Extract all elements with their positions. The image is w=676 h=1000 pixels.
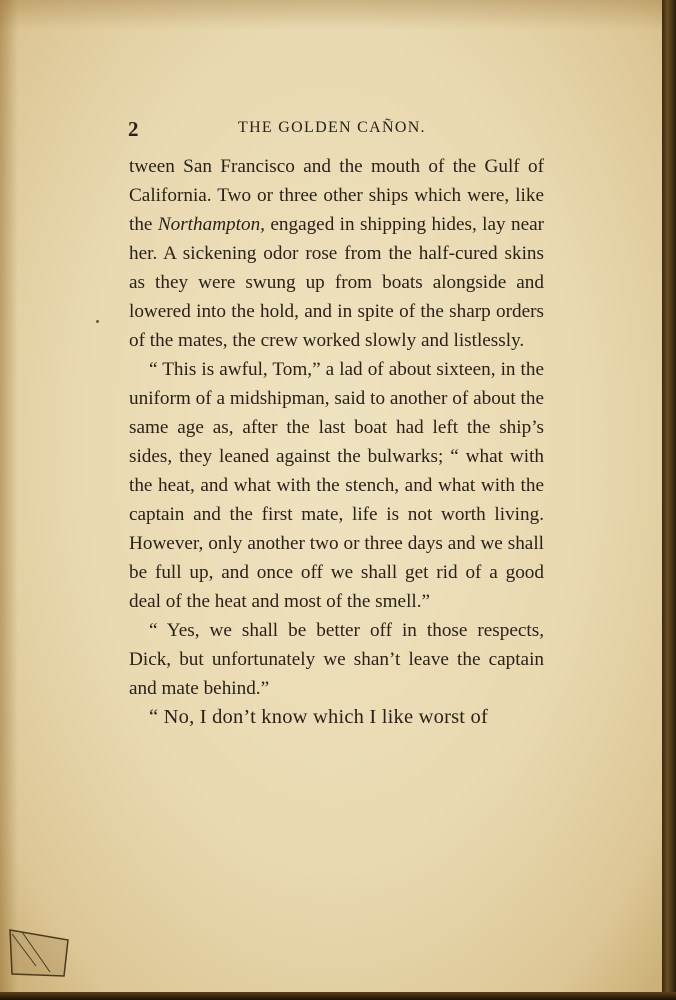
body-text [129, 152, 544, 732]
ship-name-italic: Northampton, [157, 214, 265, 235]
page-header [128, 115, 548, 141]
paragraph-1-text-end: engaged in shipping hides, lay near her. A sickening odor rose from the half-cured skins as they were swung up from boats alongside and lowered into the hold, and in spite of the sharp orders of the mates, the crew worked slowly and listlessly. [129, 214, 544, 351]
page-stain-top [0, 0, 664, 30]
paragraph-4: “ No, I don’t know which I like worst of [149, 706, 488, 728]
corner-fold-mark [6, 926, 72, 978]
ink-speck [96, 320, 99, 323]
paragraph-2: “ This is awful, Tom,” a lad of about sixteen, in the uniform of a midshipman, said to another of about the same age as, after the last boat had left the ship’s sides, they leaned against the bulwarks; “ what with the heat, and what with the stench, and what with the captain and the first mate, life is not worth living. However, only another two or three days and we shall be full up, and once off we shall get rid of a good deal of the heat and most of the smell.” [129, 359, 544, 612]
running-title: THE GOLDEN CAÑON. [238, 119, 426, 136]
page-stain-left [0, 0, 18, 992]
paragraph-1-text-start: tween San Francisco and the mouth of the Gulf of California. Two or three other ships which were, like the [129, 156, 544, 235]
book-right-edge [662, 0, 676, 1000]
book-bottom-edge [0, 992, 676, 1000]
paragraph-3: “ Yes, we shall be better off in those respects, Dick, but unfortunately we shan’t leave the captain and mate behind.” [129, 620, 544, 699]
paragraph-1 [129, 152, 544, 355]
page-number: 2 [128, 117, 139, 141]
